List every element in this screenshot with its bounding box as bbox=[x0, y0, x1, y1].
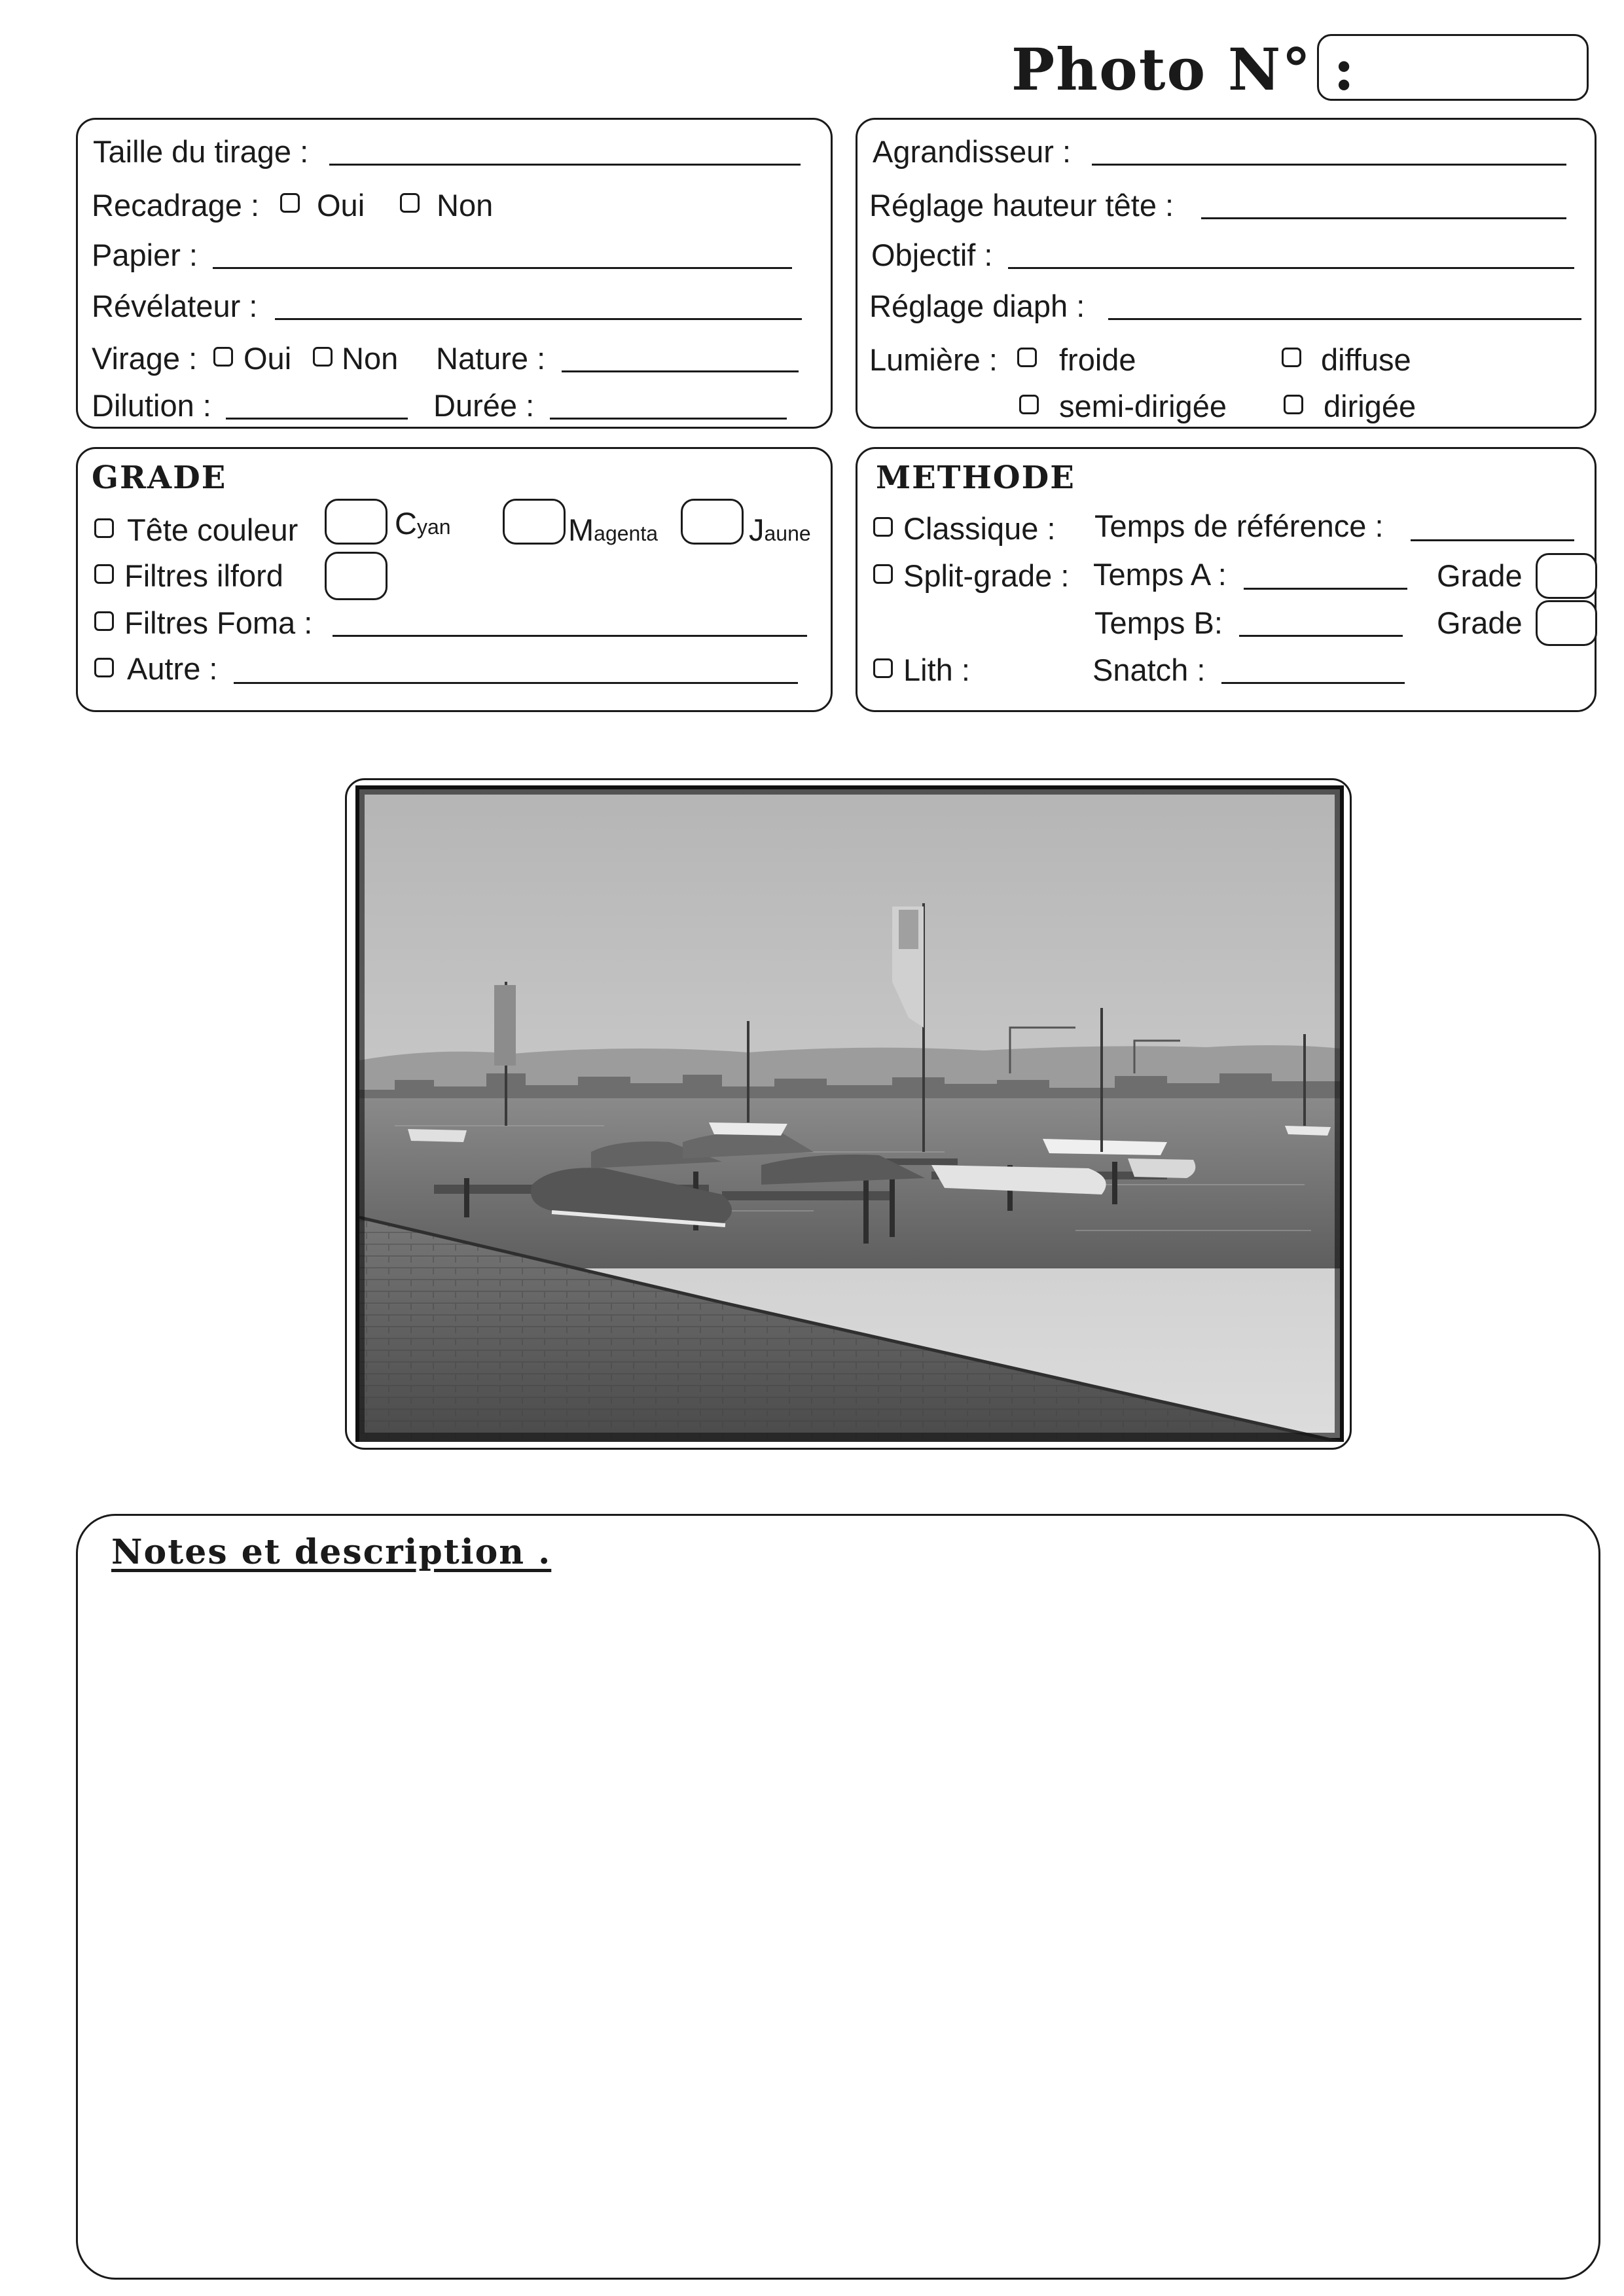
split-grade-checkbox[interactable] bbox=[873, 564, 893, 584]
cyan-value-box[interactable] bbox=[325, 499, 388, 545]
paper-label: Papier : bbox=[92, 238, 198, 272]
classic-label: Classique : bbox=[903, 511, 1056, 546]
toning-no-checkbox[interactable] bbox=[313, 347, 333, 367]
harbor-photo-image bbox=[355, 785, 1344, 1442]
light-directed-label: dirigée bbox=[1324, 389, 1416, 423]
time-a-field[interactable] bbox=[1244, 588, 1407, 590]
aperture-label: Réglage diaph : bbox=[869, 289, 1085, 323]
lens-field[interactable] bbox=[1008, 267, 1574, 269]
nature-label: Nature : bbox=[436, 341, 546, 376]
color-head-checkbox[interactable] bbox=[94, 518, 114, 538]
cyan-label: Cyan bbox=[395, 506, 451, 541]
toning-yes-checkbox[interactable] bbox=[213, 347, 233, 367]
crop-no-checkbox[interactable] bbox=[400, 193, 420, 213]
notes-title: Notes et description . bbox=[111, 1532, 552, 1572]
other-field[interactable] bbox=[234, 682, 798, 684]
light-cold-checkbox[interactable] bbox=[1017, 348, 1037, 367]
grade-b-label: Grade bbox=[1437, 605, 1523, 640]
foma-filters-label: Filtres Foma : bbox=[124, 605, 313, 640]
crop-yes-label: Oui bbox=[317, 188, 365, 223]
time-a-label: Temps A : bbox=[1093, 557, 1227, 592]
notes-text-area[interactable] bbox=[98, 1590, 1578, 2258]
ilford-filters-label: Filtres ilford bbox=[124, 558, 283, 593]
magenta-value-box[interactable] bbox=[503, 499, 566, 545]
toning-yes-label: Oui bbox=[244, 341, 292, 376]
light-semi-checkbox[interactable] bbox=[1019, 395, 1039, 414]
aperture-field[interactable] bbox=[1108, 318, 1581, 320]
developer-label: Révélateur : bbox=[92, 289, 258, 323]
ilford-grade-box[interactable] bbox=[325, 552, 388, 600]
other-checkbox[interactable] bbox=[94, 658, 114, 677]
photo-number-field[interactable] bbox=[1317, 34, 1589, 101]
page-title: Photo N° : bbox=[1011, 35, 1356, 103]
yellow-value-box[interactable] bbox=[681, 499, 744, 545]
grade-b-box[interactable] bbox=[1536, 600, 1597, 646]
lith-checkbox[interactable] bbox=[873, 658, 893, 678]
dilution-label: Dilution : bbox=[92, 388, 211, 423]
light-diffuse-label: diffuse bbox=[1321, 342, 1411, 377]
light-cold-label: froide bbox=[1059, 342, 1136, 377]
light-label: Lumière : bbox=[869, 342, 998, 377]
grade-title: GRADE bbox=[92, 459, 227, 496]
grade-a-label: Grade bbox=[1437, 558, 1523, 593]
developer-field[interactable] bbox=[275, 318, 802, 320]
foma-filters-field[interactable] bbox=[333, 635, 807, 637]
reference-time-field[interactable] bbox=[1411, 539, 1574, 541]
time-b-field[interactable] bbox=[1239, 635, 1403, 637]
nature-field[interactable] bbox=[562, 370, 799, 372]
crop-label: Recadrage : bbox=[92, 188, 260, 223]
dilution-field[interactable] bbox=[226, 418, 408, 420]
duration-field[interactable] bbox=[550, 418, 787, 420]
lith-label: Lith : bbox=[903, 653, 970, 687]
magenta-label: Magenta bbox=[568, 512, 659, 547]
paper-field[interactable] bbox=[213, 267, 792, 269]
crop-no-label: Non bbox=[437, 188, 494, 223]
yellow-label: Jaune bbox=[749, 512, 811, 547]
head-height-field[interactable] bbox=[1201, 217, 1566, 219]
enlarger-label: Agrandisseur : bbox=[873, 134, 1072, 169]
snatch-label: Snatch : bbox=[1092, 653, 1206, 687]
print-size-field[interactable] bbox=[329, 164, 801, 166]
light-directed-checkbox[interactable] bbox=[1284, 395, 1303, 414]
lens-label: Objectif : bbox=[871, 238, 993, 272]
other-label: Autre : bbox=[127, 651, 218, 686]
harbor-photo bbox=[355, 785, 1344, 1442]
light-diffuse-checkbox[interactable] bbox=[1282, 348, 1301, 367]
snatch-field[interactable] bbox=[1221, 682, 1405, 684]
method-title: METHODE bbox=[876, 459, 1075, 496]
ilford-filters-checkbox[interactable] bbox=[94, 564, 114, 584]
foma-filters-checkbox[interactable] bbox=[94, 611, 114, 631]
duration-label: Durée : bbox=[433, 388, 535, 423]
reference-time-label: Temps de référence : bbox=[1094, 509, 1384, 543]
time-b-label: Temps B: bbox=[1094, 605, 1223, 640]
toning-label: Virage : bbox=[92, 341, 198, 376]
enlarger-field[interactable] bbox=[1092, 164, 1566, 166]
split-grade-label: Split-grade : bbox=[903, 558, 1070, 593]
crop-yes-checkbox[interactable] bbox=[280, 193, 300, 213]
light-semi-label: semi-dirigée bbox=[1059, 389, 1227, 423]
grade-a-box[interactable] bbox=[1536, 553, 1597, 599]
classic-checkbox[interactable] bbox=[873, 517, 893, 537]
print-size-label: Taille du tirage : bbox=[93, 134, 309, 169]
toning-no-label: Non bbox=[342, 341, 399, 376]
color-head-label: Tête couleur bbox=[127, 512, 298, 547]
head-height-label: Réglage hauteur tête : bbox=[869, 188, 1174, 223]
